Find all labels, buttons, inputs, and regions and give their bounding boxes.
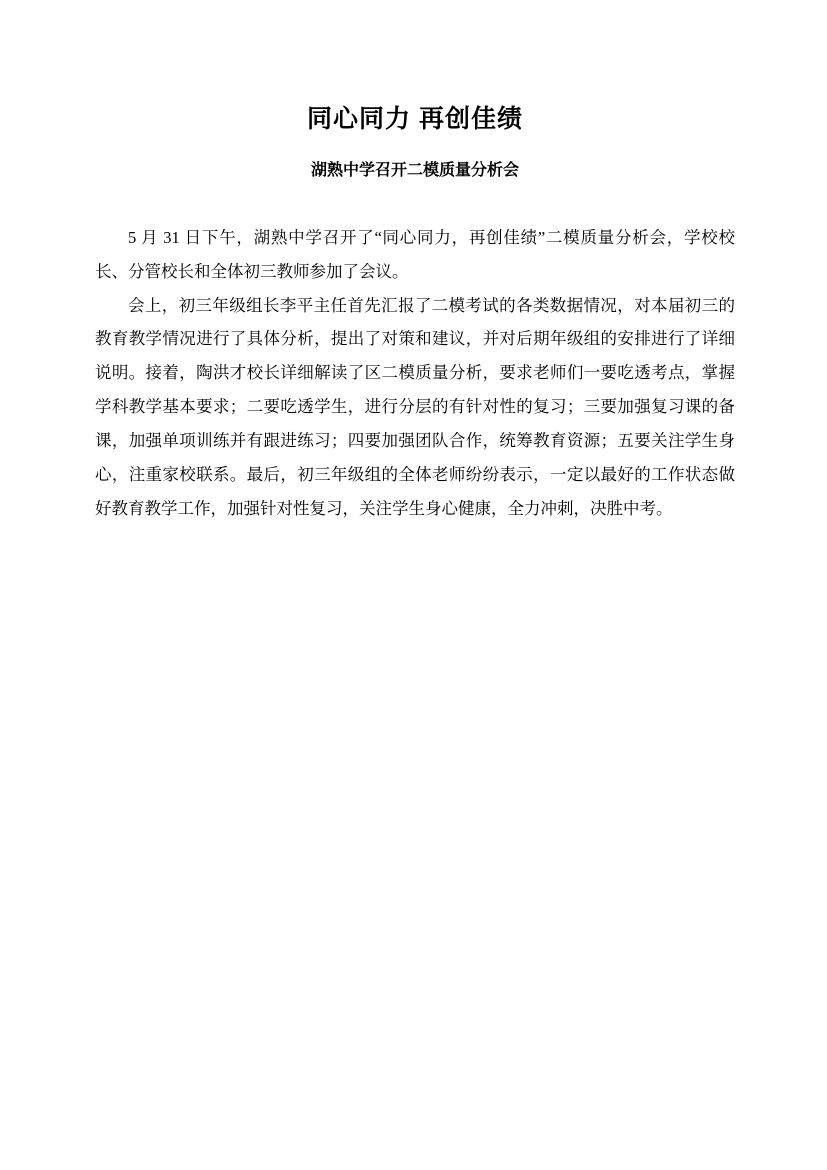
page-title: 同心同力 再创佳绩 (307, 105, 523, 133)
document-body (95, 80, 735, 525)
body-paragraph-2: 会上，初三年级组长李平主任首先汇报了二模考试的各类数据情况，对本届初三的教育教学情况进行了具体分析，提出了对策和建议，并对后期年级组的安排进行了详细说明。接着，陶洪才校长详细解读了区二模质量分析，要求老师们一要吃透考点，掌握学科教学基本要求；二要吃透学生，进行分层的有针对性的复习；三要加强复习课的备课，加强单项训练并有跟进练习；四要加强团队合作，统筹教育资源；五要关注学生身心，注重家校联系。最后，初三年级组的全体老师纷纷表示，一定以最好的工作状态做好教育教学工作，加强针对性复习，关注学生身心健康，全力冲刺，决胜中考。 (95, 295, 735, 518)
body-paragraph-1: 5 月 31 日下午，湖熟中学召开了“同心同力，再创佳绩”二模质量分析会，学校校长、分管校长和全体初三教师参加了会议。 (95, 228, 735, 281)
page-subtitle: 湖熟中学召开二模质量分析会 (310, 162, 519, 179)
